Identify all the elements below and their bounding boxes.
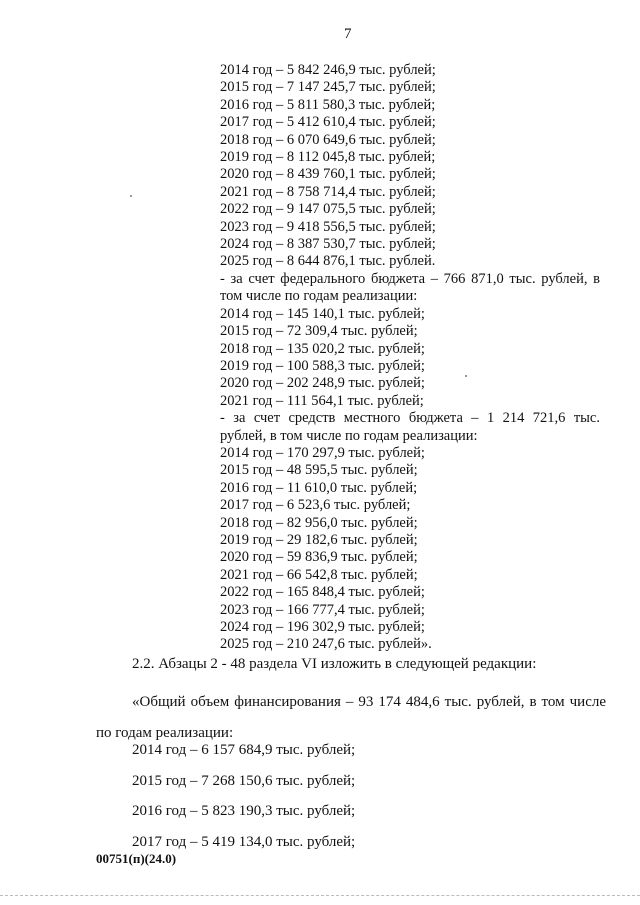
federal-year-line: 2021 год – 111 564,1 тыс. рублей;	[220, 392, 424, 409]
federal-year-line: 2019 год – 100 588,3 тыс. рублей;	[220, 357, 425, 374]
local-year-line: 2019 год – 29 182,6 тыс. рублей;	[220, 531, 418, 548]
total-year-line: 2025 год – 8 644 876,1 тыс. рублей.	[220, 253, 436, 270]
section-year-line: 2017 год – 5 419 134,0 тыс. рублей;	[132, 833, 356, 850]
federal-year-line: 2014 год – 145 140,1 тыс. рублей;	[220, 305, 425, 322]
section-heading: 2.2. Абзацы 2 - 48 раздела VI изложить в следующей редакции:	[132, 656, 537, 672]
local-year-line: 2018 год – 82 956,0 тыс. рублей;	[220, 514, 418, 531]
total-year-line: 2017 год – 5 412 610,4 тыс. рублей;	[220, 114, 436, 131]
total-year-line: 2021 год – 8 758 714,4 тыс. рублей;	[220, 183, 436, 200]
total-year-line: 2019 год – 8 112 045,8 тыс. рублей;	[220, 149, 436, 166]
total-year-line: 2018 год – 6 070 649,6 тыс. рублей;	[220, 131, 436, 148]
federal-year-line: 2015 год – 72 309,4 тыс. рублей;	[220, 323, 418, 340]
local-year-line: 2017 год – 6 523,6 тыс. рублей;	[220, 497, 411, 514]
total-year-line: 2020 год – 8 439 760,1 тыс. рублей;	[220, 166, 436, 183]
local-year-line: 2023 год – 166 777,4 тыс. рублей;	[220, 601, 425, 618]
scan-speck	[465, 375, 467, 377]
local-year-line: 2020 год – 59 836,9 тыс. рублей;	[220, 549, 418, 566]
local-year-line: 2021 год – 66 542,8 тыс. рублей;	[220, 566, 418, 583]
federal-year-line: 2020 год – 202 248,9 тыс. рублей;	[220, 375, 425, 392]
scan-edge-line	[0, 895, 640, 896]
local-year-line: 2014 год – 170 297,9 тыс. рублей;	[220, 444, 425, 461]
local-years-list	[220, 445, 600, 654]
page-number: 7	[344, 26, 352, 42]
federal-years-list	[220, 306, 600, 410]
document-code: 00751(п)(24.0)	[96, 851, 177, 866]
local-year-line: 2022 год – 165 848,4 тыс. рублей;	[220, 584, 425, 601]
local-year-line: 2016 год – 11 610,0 тыс. рублей;	[220, 479, 418, 496]
local-year-line: 2015 год – 48 595,5 тыс. рублей;	[220, 462, 418, 479]
federal-year-line: 2018 год – 135 020,2 тыс. рублей;	[220, 340, 425, 357]
section-years-list	[132, 742, 355, 864]
section-year-line: 2014 год – 6 157 684,9 тыс. рублей;	[132, 742, 356, 758]
total-year-line: 2014 год – 5 842 246,9 тыс. рублей;	[220, 62, 436, 78]
local-budget-intro: - за счет средств местного бюджета – 1 214 721,6 тыс. рублей, в том числе по годам реализации:	[220, 410, 600, 444]
federal-budget-intro: - за счет федерального бюджета – 766 871,0 тыс. рублей, в том числе по годам реализации:	[220, 270, 600, 305]
scan-speck	[130, 195, 132, 197]
total-year-line: 2023 год – 9 418 556,5 тыс. рублей;	[220, 218, 436, 235]
total-year-line: 2024 год – 8 387 530,7 тыс. рублей;	[220, 236, 436, 253]
funding-block	[220, 62, 600, 654]
local-year-line: 2024 год – 196 302,9 тыс. рублей;	[220, 619, 425, 635]
section-intro: «Общий объем финансирования – 93 174 484,6 тыс. рублей, в том числе по годам реализации:	[96, 694, 606, 741]
section-year-line: 2015 год – 7 268 150,6 тыс. рублей;	[132, 772, 356, 789]
total-year-line: 2022 год – 9 147 075,5 тыс. рублей;	[220, 201, 436, 218]
total-year-line: 2016 год – 5 811 580,3 тыс. рублей;	[220, 96, 436, 113]
section-year-line: 2016 год – 5 823 190,3 тыс. рублей;	[132, 803, 356, 819]
total-years-list	[220, 62, 600, 271]
local-year-line: 2025 год – 210 247,6 тыс. рублей».	[220, 636, 432, 653]
total-year-line: 2015 год – 7 147 245,7 тыс. рублей;	[220, 79, 436, 96]
